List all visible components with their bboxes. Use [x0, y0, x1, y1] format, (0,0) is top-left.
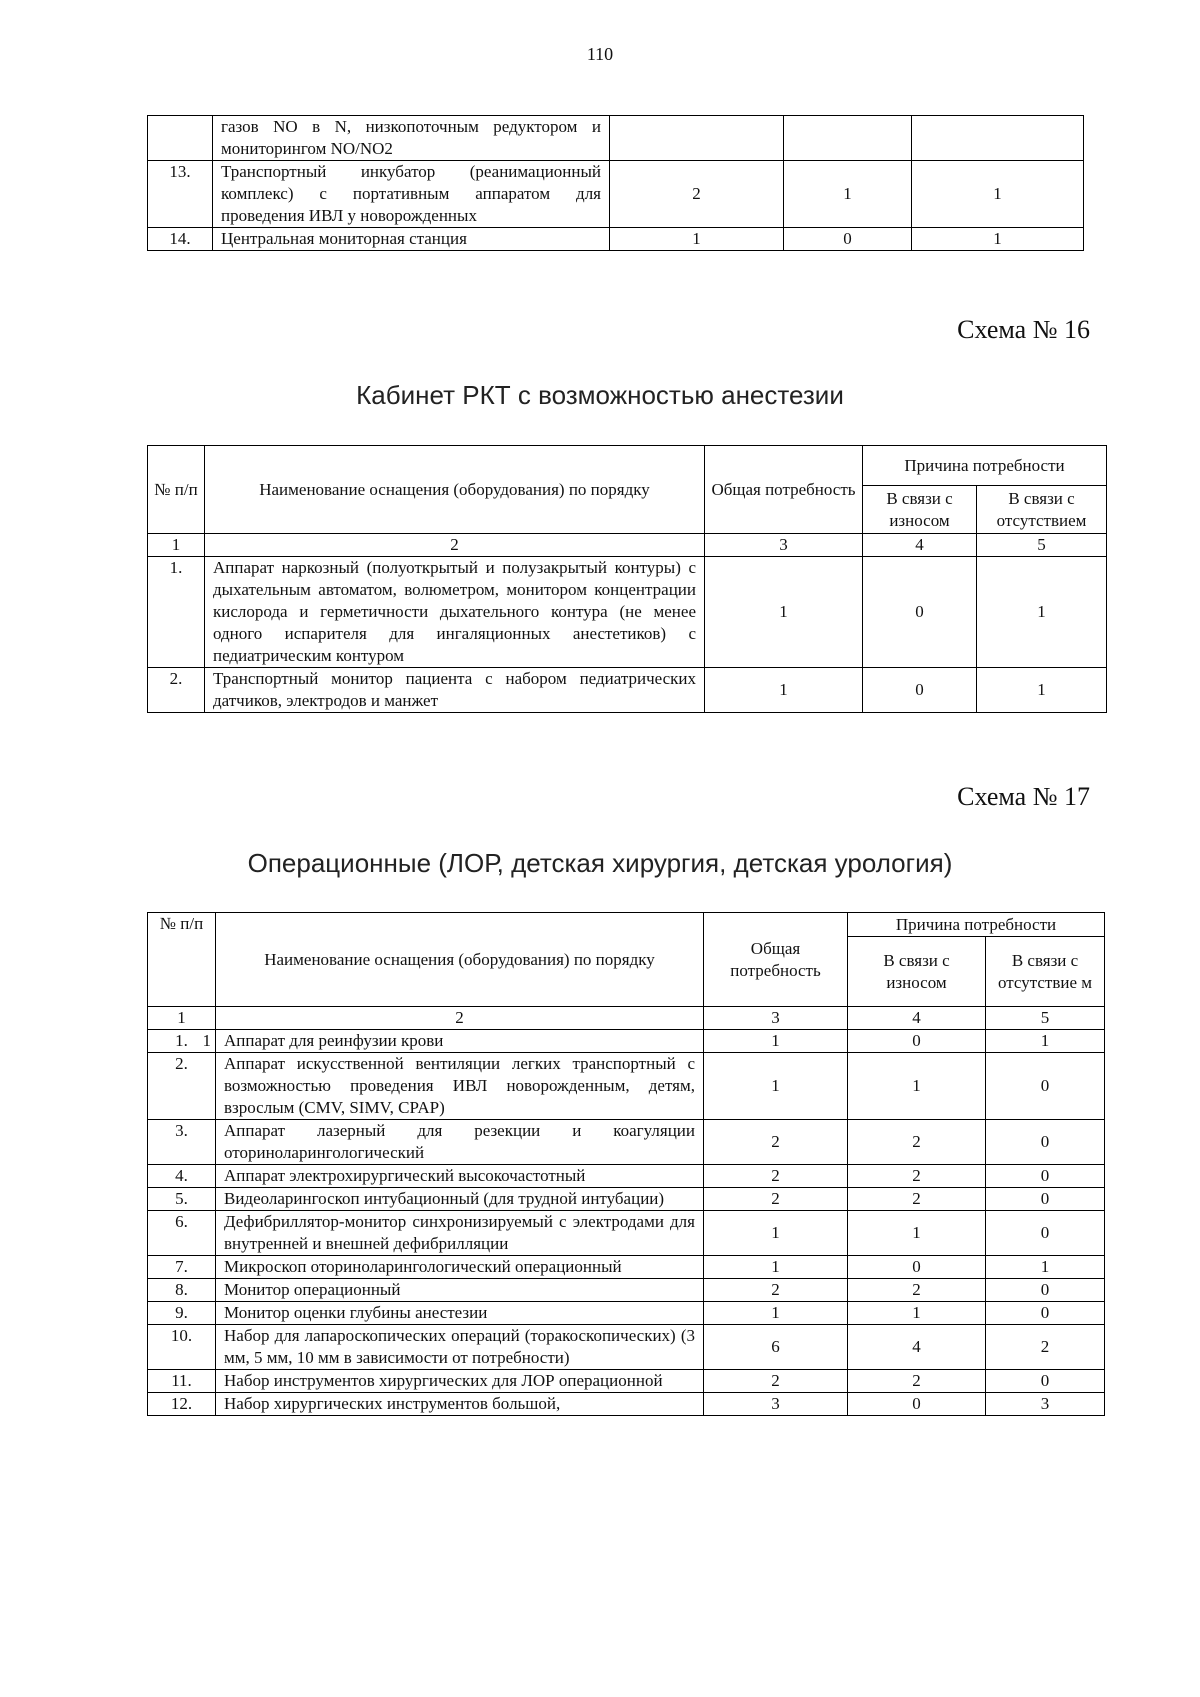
header-reason: Причина потребности — [863, 446, 1107, 486]
table-row — [148, 1279, 1105, 1302]
row-number: 14. — [148, 228, 213, 251]
table-row — [148, 1256, 1105, 1279]
table-row — [148, 1325, 1105, 1370]
need-due-to-wear: 0 — [848, 1030, 986, 1053]
col-number: 4 — [863, 534, 977, 557]
equipment-name: Аппарат лазерный для резекции и коагуляции оториноларингологический — [216, 1120, 704, 1165]
row-number: 5. — [148, 1188, 216, 1211]
need-due-to-wear: 1 — [784, 161, 912, 228]
need-due-to-absence: 0 — [986, 1279, 1105, 1302]
need-due-to-absence: 1 — [986, 1256, 1105, 1279]
need-due-to-wear: 1 — [848, 1053, 986, 1120]
need-due-to-absence: 0 — [986, 1165, 1105, 1188]
row-number-extra: 1 — [202, 1031, 211, 1050]
col-number: 2 — [205, 534, 705, 557]
schema-17-table — [147, 912, 1105, 1416]
schema-16-title: Кабинет РКТ с возможностью анестезии — [356, 380, 844, 410]
row-number: 4. — [148, 1165, 216, 1188]
schema-17-title: Операционные (ЛОР, детская хирургия, детская урология) — [247, 848, 953, 878]
header-absence: В связи с отсутствием — [977, 486, 1107, 534]
equipment-name: газов NO в N, низкопоточным редуктором и мониторингом NO/NO2 — [213, 116, 610, 161]
need-due-to-absence: 2 — [986, 1325, 1105, 1370]
table-row — [148, 1165, 1105, 1188]
row-number: 10. — [148, 1325, 216, 1370]
header-absence: В связи с отсутствие м — [986, 937, 1105, 1007]
table-row — [148, 1188, 1105, 1211]
total-need: 2 — [704, 1370, 848, 1393]
equipment-name: Аппарат наркозный (полуоткрытый и полузакрытый контуры) с дыхательным автоматом, волюметром, монитором концентрации кислорода и герметичности дыхательного контура (не менее одного испарителя для ингаляционных анестетиков) с педиатрическим контуром — [205, 557, 705, 668]
table-row — [148, 1302, 1105, 1325]
need-due-to-wear: 0 — [784, 228, 912, 251]
need-due-to-absence — [912, 116, 1084, 161]
need-due-to-absence: 3 — [986, 1393, 1105, 1416]
header-wear: В связи с износом — [848, 937, 986, 1007]
row-number: 7. — [148, 1256, 216, 1279]
need-due-to-wear: 1 — [848, 1211, 986, 1256]
total-need: 2 — [704, 1120, 848, 1165]
total-need: 1 — [704, 1053, 848, 1120]
header-total: Общая потребность — [705, 446, 863, 534]
table-row — [148, 1393, 1105, 1416]
equipment-name: Набор для лапароскопических операций (торакоскопических) (3 мм, 5 мм, 10 мм в зависимости от потребности) — [216, 1325, 704, 1370]
need-due-to-absence: 0 — [986, 1302, 1105, 1325]
equipment-name: Транспортный инкубатор (реанимационный комплекс) с портативным аппаратом для проведения ИВЛ у новорожденных — [213, 161, 610, 228]
total-need: 2 — [704, 1188, 848, 1211]
row-number: 1. — [148, 557, 205, 668]
header-name: Наименование оснащения (оборудования) по порядку — [205, 446, 705, 534]
row-number: 2. — [148, 668, 205, 713]
row-number: 13. — [148, 161, 213, 228]
total-need: 1 — [705, 557, 863, 668]
need-due-to-absence: 1 — [912, 161, 1084, 228]
need-due-to-wear: 4 — [848, 1325, 986, 1370]
row-number: 9. — [148, 1302, 216, 1325]
need-due-to-wear: 1 — [848, 1302, 986, 1325]
col-number: 4 — [848, 1007, 986, 1030]
need-due-to-absence: 1 — [912, 228, 1084, 251]
need-due-to-wear: 0 — [863, 557, 977, 668]
equipment-name: Видеоларингоскоп интубационный (для трудной интубации) — [216, 1188, 704, 1211]
header-wear: В связи с износом — [863, 486, 977, 534]
need-due-to-wear — [784, 116, 912, 161]
equipment-table-continued — [147, 115, 1084, 251]
row-number: 2. — [148, 1053, 216, 1120]
table-row — [148, 668, 1107, 713]
equipment-name: Монитор операционный — [216, 1279, 704, 1302]
table-row — [148, 1370, 1105, 1393]
total-need: 2 — [610, 161, 784, 228]
need-due-to-wear: 2 — [848, 1370, 986, 1393]
need-due-to-absence: 0 — [986, 1053, 1105, 1120]
col-number: 5 — [977, 534, 1107, 557]
need-due-to-wear: 0 — [848, 1256, 986, 1279]
equipment-name: Монитор оценки глубины анестезии — [216, 1302, 704, 1325]
total-need: 6 — [704, 1325, 848, 1370]
equipment-name: Набор инструментов хирургических для ЛОР операционной — [216, 1370, 704, 1393]
need-due-to-wear: 2 — [848, 1165, 986, 1188]
need-due-to-wear: 2 — [848, 1188, 986, 1211]
header-num: № п/п — [148, 913, 216, 1007]
row-number — [148, 116, 213, 161]
total-need: 1 — [704, 1030, 848, 1053]
equipment-name: Аппарат искусственной вентиляции легких транспортный с возможностью проведения ИВЛ новорожденным, детям, взрослым (CMV, SIMV, CPAP) — [216, 1053, 704, 1120]
total-need: 1 — [704, 1211, 848, 1256]
need-due-to-wear: 0 — [848, 1393, 986, 1416]
row-number: 12. — [148, 1393, 216, 1416]
col-number: 3 — [705, 534, 863, 557]
header-total: Общая потребность — [704, 913, 848, 1007]
table-row — [148, 228, 1084, 251]
table-row — [148, 1120, 1105, 1165]
schema-16-label: Схема № 16 — [957, 315, 1090, 344]
equipment-name: Центральная мониторная станция — [213, 228, 610, 251]
total-need: 1 — [705, 668, 863, 713]
total-need: 2 — [704, 1279, 848, 1302]
total-need: 1 — [704, 1256, 848, 1279]
need-due-to-absence: 1 — [977, 668, 1107, 713]
need-due-to-absence: 1 — [977, 557, 1107, 668]
col-number: 3 — [704, 1007, 848, 1030]
col-number: 1 — [148, 1007, 216, 1030]
schema-17-label: Схема № 17 — [957, 782, 1090, 811]
total-need: 1 — [704, 1302, 848, 1325]
table-row — [148, 1030, 1105, 1053]
need-due-to-absence: 0 — [986, 1370, 1105, 1393]
header-reason: Причина потребности — [848, 913, 1105, 937]
equipment-name: Транспортный монитор пациента с набором педиатрических датчиков, электродов и манжет — [205, 668, 705, 713]
row-number: 6. — [148, 1211, 216, 1256]
header-name: Наименование оснащения (оборудования) по порядку — [216, 913, 704, 1007]
col-number: 2 — [216, 1007, 704, 1030]
need-due-to-absence: 0 — [986, 1120, 1105, 1165]
total-need: 3 — [704, 1393, 848, 1416]
table-row — [148, 116, 1084, 161]
col-number: 1 — [148, 534, 205, 557]
table-row — [148, 1053, 1105, 1120]
equipment-name: Аппарат электрохирургический высокочастотный — [216, 1165, 704, 1188]
total-need — [610, 116, 784, 161]
total-need: 1 — [610, 228, 784, 251]
row-number: 8. — [148, 1279, 216, 1302]
row-number: 3. — [148, 1120, 216, 1165]
schema-16-table — [147, 445, 1107, 713]
total-need: 2 — [704, 1165, 848, 1188]
row-number — [148, 1030, 216, 1053]
equipment-name: Набор хирургических инструментов большой, — [216, 1393, 704, 1416]
equipment-name: Аппарат для реинфузии крови — [216, 1030, 704, 1053]
need-due-to-absence: 0 — [986, 1188, 1105, 1211]
equipment-name: Микроскоп оториноларингологический операционный — [216, 1256, 704, 1279]
need-due-to-wear: 2 — [848, 1120, 986, 1165]
need-due-to-absence: 0 — [986, 1211, 1105, 1256]
row-number-text: 1. — [175, 1031, 188, 1050]
table-row — [148, 1211, 1105, 1256]
need-due-to-wear: 0 — [863, 668, 977, 713]
col-number: 5 — [986, 1007, 1105, 1030]
need-due-to-wear: 2 — [848, 1279, 986, 1302]
table-row — [148, 557, 1107, 668]
header-num: № п/п — [148, 446, 205, 534]
need-due-to-absence: 1 — [986, 1030, 1105, 1053]
table-row — [148, 161, 1084, 228]
row-number: 11. — [148, 1370, 216, 1393]
page-number: 110 — [586, 44, 614, 64]
equipment-name: Дефибриллятор-монитор синхронизируемый с электродами для внутренней и внешней дефибрилляции — [216, 1211, 704, 1256]
